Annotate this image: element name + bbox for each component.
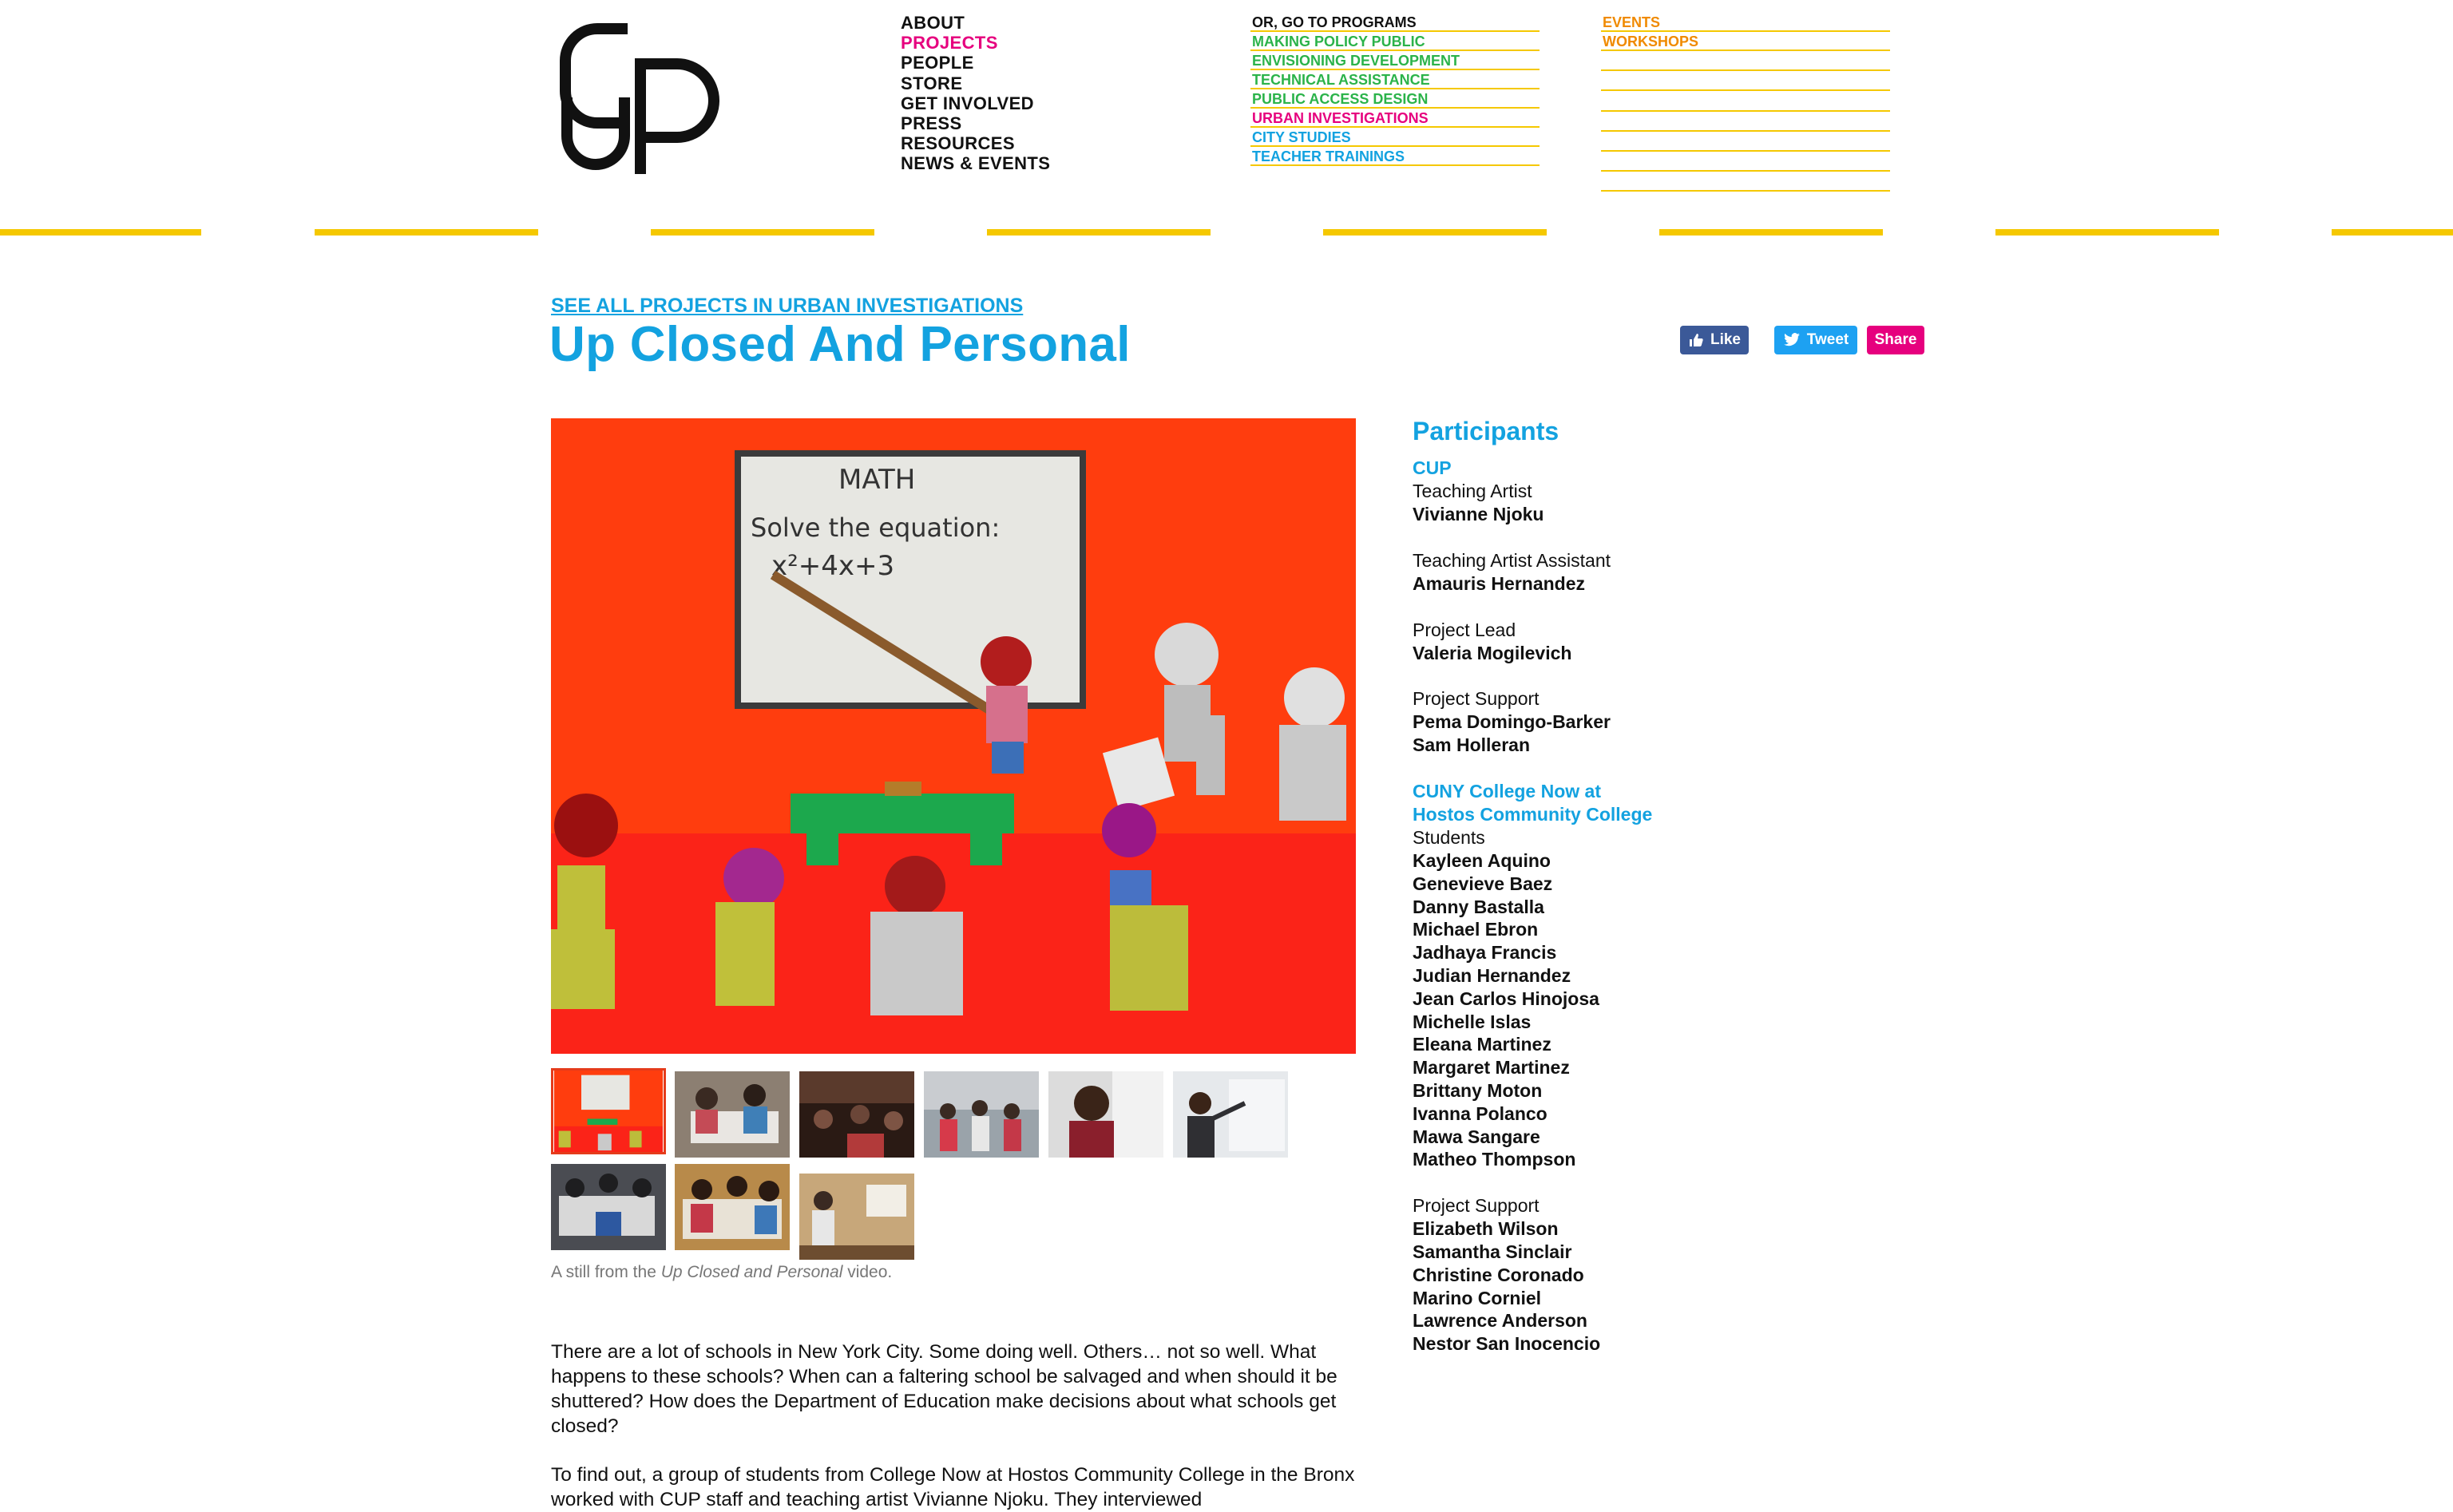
nav-divider [1601, 71, 1890, 91]
nav-divider [1601, 91, 1890, 111]
participant-name[interactable]: Vivianne Njoku [1413, 504, 1544, 524]
board-line-2: x²+4x+3 [771, 550, 895, 582]
tweet-button[interactable] [1774, 326, 1857, 354]
participant-role: Project Support [1413, 1195, 1540, 1217]
participant-role: Project Lead [1413, 619, 1516, 640]
group-spacer [1413, 757, 1668, 780]
like-label: Like [1710, 331, 1742, 348]
participants-heading: Participants [1413, 417, 1559, 445]
participant-name[interactable]: Kayleen Aquino [1413, 849, 1551, 871]
participant-name[interactable]: Valeria Mogilevich [1413, 642, 1572, 663]
main-nav [901, 13, 1140, 174]
twitter-bird-icon [1783, 333, 1801, 347]
thumbs-up-icon [1688, 332, 1704, 348]
nav-workshops[interactable]: WORKSHOPS [1601, 32, 1890, 51]
thumbnail-2[interactable] [675, 1071, 790, 1158]
thumbnail-7[interactable] [551, 1164, 666, 1250]
tweet-label: Tweet [1806, 331, 1849, 348]
see-all-projects-link[interactable]: SEE ALL PROJECTS IN URBAN INVESTIGATIONS [551, 295, 1024, 317]
nav-news-events[interactable]: NEWS & EVENTS [901, 153, 1051, 174]
participant-role: Students [1413, 826, 1485, 848]
nav-divider [1601, 172, 1890, 192]
header-dashed-rule [0, 229, 2453, 236]
board-title: MATH [838, 464, 916, 496]
participant-name[interactable]: Judian Hernandez [1413, 964, 1571, 986]
nav-projects[interactable]: PROJECTS [901, 33, 998, 53]
caption-prefix: A still from the [551, 1263, 661, 1281]
program-public-access-design[interactable]: PUBLIC ACCESS DESIGN [1250, 89, 1540, 109]
hero-image[interactable] [551, 418, 1356, 1054]
nav-divider [1601, 152, 1890, 172]
participant-groups-hostos [1413, 826, 1668, 1379]
program-envisioning-development[interactable]: ENVISIONING DEVELOPMENT [1250, 51, 1540, 70]
participant-role: Teaching Artist Assistant [1413, 549, 1611, 571]
participants-panel [1413, 414, 1668, 1379]
participant-name[interactable]: Jadhaya Francis [1413, 942, 1557, 964]
caption-title: Up Closed and Personal [660, 1263, 843, 1281]
participant-name[interactable]: Pema Domingo-Barker [1413, 711, 1611, 733]
share-button[interactable] [1867, 326, 1924, 354]
thumbnail-3[interactable] [799, 1071, 914, 1158]
participant-name[interactable]: Sam Holleran [1413, 734, 1530, 756]
events-nav [1601, 13, 1890, 192]
nav-store[interactable]: STORE [901, 73, 963, 93]
program-making-policy-public[interactable]: MAKING POLICY PUBLIC [1250, 32, 1540, 51]
participant-name[interactable]: Christine Coronado [1413, 1264, 1584, 1285]
group-spacer [1413, 1171, 1668, 1194]
participant-org-cup[interactable]: CUP [1413, 457, 1452, 478]
nav-divider [1601, 51, 1890, 71]
share-label: Share [1874, 331, 1917, 348]
caption-suffix: video. [842, 1263, 893, 1281]
participant-role: Teaching Artist [1413, 481, 1532, 501]
thumbnail-1[interactable] [551, 1068, 666, 1154]
nav-get-involved[interactable]: GET INVOLVED [901, 93, 1034, 113]
participant-name[interactable]: Elizabeth Wilson [1413, 1218, 1559, 1240]
participant-groups-cup [1413, 480, 1668, 780]
nav-about[interactable]: ABOUT [901, 13, 965, 33]
participant-name[interactable]: Michelle Islas [1413, 1011, 1532, 1032]
body-paragraph-2: To find out, a group of students from College Now at Hostos Community College in the Bronx worked with CUP staff and teaching artist Vivianne Njoku. They interviewed [551, 1464, 1355, 1510]
participant-name[interactable]: Eleana Martinez [1413, 1034, 1551, 1055]
nav-events[interactable]: EVENTS [1601, 13, 1890, 32]
nav-resources[interactable]: RESOURCES [901, 133, 1015, 154]
participant-role: Project Support [1413, 688, 1540, 710]
participant-name[interactable]: Mawa Sangare [1413, 1126, 1540, 1147]
participant-name[interactable]: Ivanna Polanco [1413, 1102, 1547, 1124]
participant-name[interactable]: Marino Corniel [1413, 1287, 1542, 1308]
participant-name[interactable]: Matheo Thompson [1413, 1149, 1576, 1170]
participant-name[interactable]: Danny Bastalla [1413, 896, 1544, 917]
program-city-studies[interactable]: CITY STUDIES [1250, 128, 1540, 147]
thumbnail-8[interactable] [675, 1164, 790, 1250]
participant-name[interactable]: Nestor San Inocencio [1413, 1333, 1601, 1355]
program-urban-investigations[interactable]: URBAN INVESTIGATIONS [1250, 109, 1540, 128]
participant-name[interactable]: Samantha Sinclair [1413, 1241, 1572, 1262]
nav-divider [1601, 132, 1890, 152]
group-spacer [1413, 596, 1668, 619]
thumbnail-9[interactable] [799, 1174, 914, 1260]
program-technical-assistance[interactable]: TECHNICAL ASSISTANCE [1250, 70, 1540, 89]
nav-divider [1601, 112, 1890, 132]
nav-press[interactable]: PRESS [901, 113, 962, 134]
participant-name[interactable]: Jean Carlos Hinojosa [1413, 988, 1599, 1009]
participant-name[interactable]: Amauris Hernandez [1413, 572, 1586, 594]
thumbnail-6[interactable] [1173, 1071, 1288, 1158]
group-spacer [1413, 1356, 1668, 1379]
group-spacer [1413, 664, 1668, 687]
participant-name[interactable]: Lawrence Anderson [1413, 1310, 1587, 1332]
thumbnail-4[interactable] [924, 1071, 1039, 1158]
cup-logo[interactable] [551, 14, 731, 184]
program-teacher-trainings[interactable]: TEACHER TRAININGS [1250, 147, 1540, 166]
participant-org-hostos[interactable]: CUNY College Now at Hostos Community College [1413, 780, 1653, 825]
nav-people[interactable]: PEOPLE [901, 53, 974, 73]
page-title: Up Closed And Personal [549, 317, 1131, 372]
participant-name[interactable]: Michael Ebron [1413, 919, 1539, 940]
participant-name[interactable]: Genevieve Baez [1413, 873, 1553, 894]
board-line-1: Solve the equation: [751, 513, 1001, 543]
facebook-like-button[interactable] [1680, 326, 1749, 354]
participant-name[interactable]: Brittany Moton [1413, 1079, 1543, 1101]
participant-name[interactable]: Margaret Martinez [1413, 1057, 1570, 1079]
body-paragraph-1: There are a lot of schools in New York City. Some doing well. Others… not so well. What happens to these schools? When can a faltering school be salvaged and when should it be shuttered? How does the Department of Education make decisions about what schools get closed? [551, 1341, 1337, 1437]
programs-heading: OR, GO TO PROGRAMS [1250, 13, 1540, 32]
group-spacer [1413, 526, 1668, 549]
image-caption [551, 1263, 892, 1282]
programs-nav [1250, 13, 1540, 166]
thumbnail-5[interactable] [1048, 1071, 1163, 1158]
